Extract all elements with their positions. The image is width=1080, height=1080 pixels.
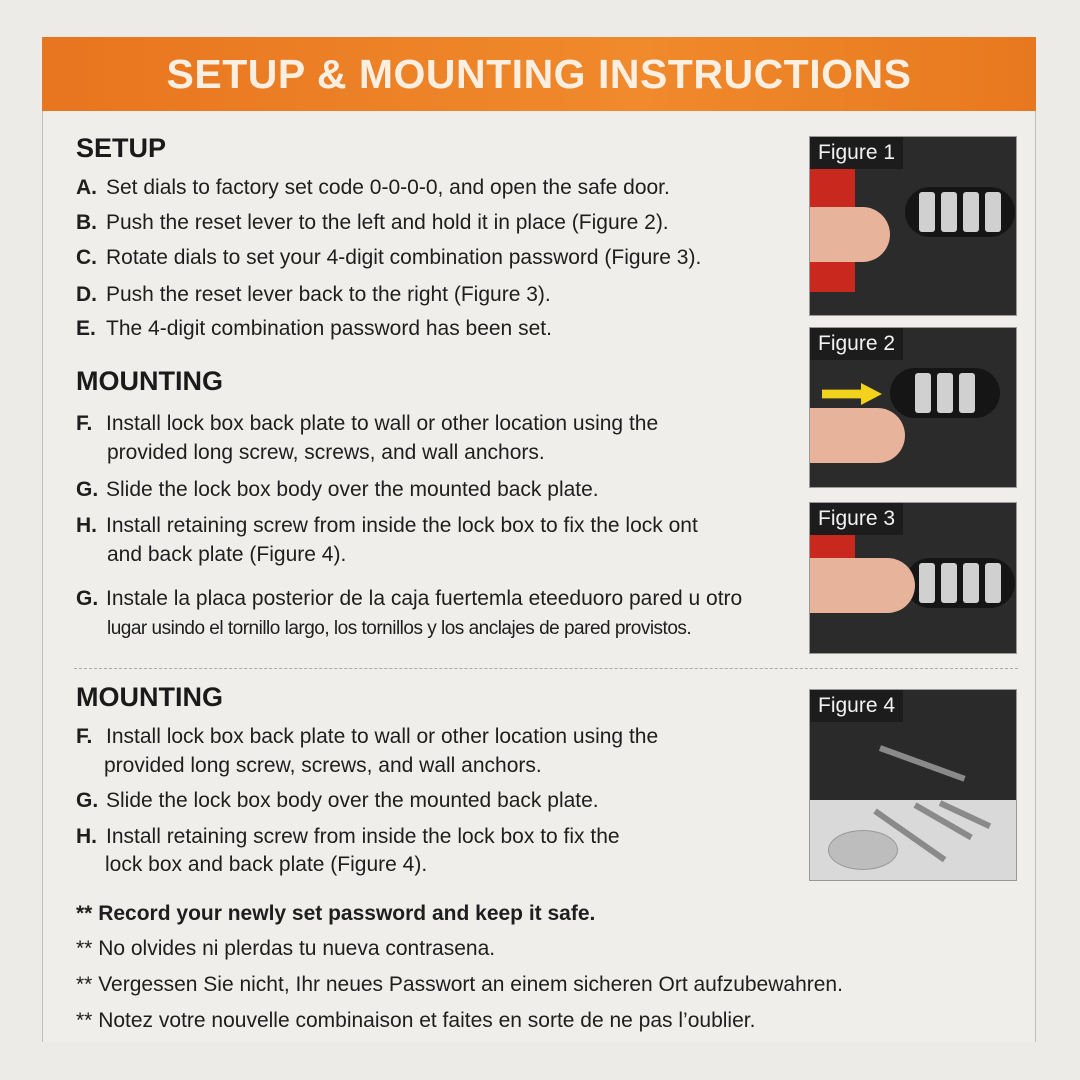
note-german: ** Vergessen Sie nicht, Ihr neues Passwort an einem sicheren Ort aufzubewahren. <box>76 973 843 996</box>
setup-step-b: B. Push the reset lever to the left and hold it in place (Figure 2). <box>76 211 669 234</box>
washer-image <box>828 830 898 870</box>
mounting2-step-g: G. Slide the lock box body over the mounted back plate. <box>76 789 599 812</box>
figure-3-label: Figure 3 <box>810 503 903 535</box>
note-record-password: ** Record your newly set password and keep it safe. <box>76 902 596 925</box>
mounting-step-g-es-cont: lugar usindo el tornillo largo, los tornillos y los anclajes de pared provistos. <box>107 618 692 639</box>
section-divider <box>74 668 1018 669</box>
finger-image <box>810 207 890 262</box>
setup-step-e: E. The 4-digit combination password has been set. <box>76 317 552 340</box>
combination-lock-image <box>905 558 1015 608</box>
setup-step-a: A. Set dials to factory set code 0-0-0-0, and open the safe door. <box>76 176 670 199</box>
figure-1 <box>809 136 1017 316</box>
mounting2-step-h: H. Install retaining screw from inside the lock box to fix the <box>76 825 620 848</box>
setup-step-d: D. Push the reset lever back to the right (Figure 3). <box>76 283 551 306</box>
setup-step-c: C. Rotate dials to set your 4-digit combination password (Figure 3). <box>76 246 702 269</box>
figure-2 <box>809 327 1017 488</box>
mounting2-step-f: F. Install lock box back plate to wall or other location using the <box>76 725 659 748</box>
setup-heading: SETUP <box>76 133 167 163</box>
mounting-step-h-cont: and back plate (Figure 4). <box>107 543 347 566</box>
title-banner <box>42 37 1036 111</box>
mounting-step-g-es: G. Instale la placa posterior de la caja fuertemla eteeduoro pared u otro <box>76 587 743 610</box>
figure-3 <box>809 502 1017 654</box>
combination-lock-image <box>890 368 1000 418</box>
finger-image <box>810 408 905 463</box>
note-french: ** Notez votre nouvelle combinaison et faites en sorte de ne pas l’oublier. <box>76 1009 756 1032</box>
arrow-icon <box>822 383 882 405</box>
note-spanish: ** No olvides ni plerdas tu nueva contrasena. <box>76 937 496 960</box>
figure-4-label: Figure 4 <box>810 690 903 722</box>
mounting-heading-2: MOUNTING <box>76 682 223 712</box>
mounting2-step-h-cont: lock box and back plate (Figure 4). <box>105 853 428 876</box>
figure-1-label: Figure 1 <box>810 137 903 169</box>
figure-4 <box>809 689 1017 881</box>
mounting-step-g: G. Slide the lock box body over the mounted back plate. <box>76 478 599 501</box>
page-title: SETUP & MOUNTING INSTRUCTIONS <box>166 50 912 97</box>
figure-2-label: Figure 2 <box>810 328 903 360</box>
mounting-heading: MOUNTING <box>76 366 223 396</box>
mounting-step-h: H. Install retaining screw from inside the lock box to fix the lock ont <box>76 514 698 537</box>
combination-lock-image <box>905 187 1015 237</box>
finger-image <box>810 558 915 613</box>
mounting-step-f: F. Install lock box back plate to wall or other location using the <box>76 412 659 435</box>
mounting-step-f-cont: provided long screw, screws, and wall anchors. <box>107 441 545 464</box>
mounting2-step-f-cont: provided long screw, screws, and wall anchors. <box>104 754 542 777</box>
